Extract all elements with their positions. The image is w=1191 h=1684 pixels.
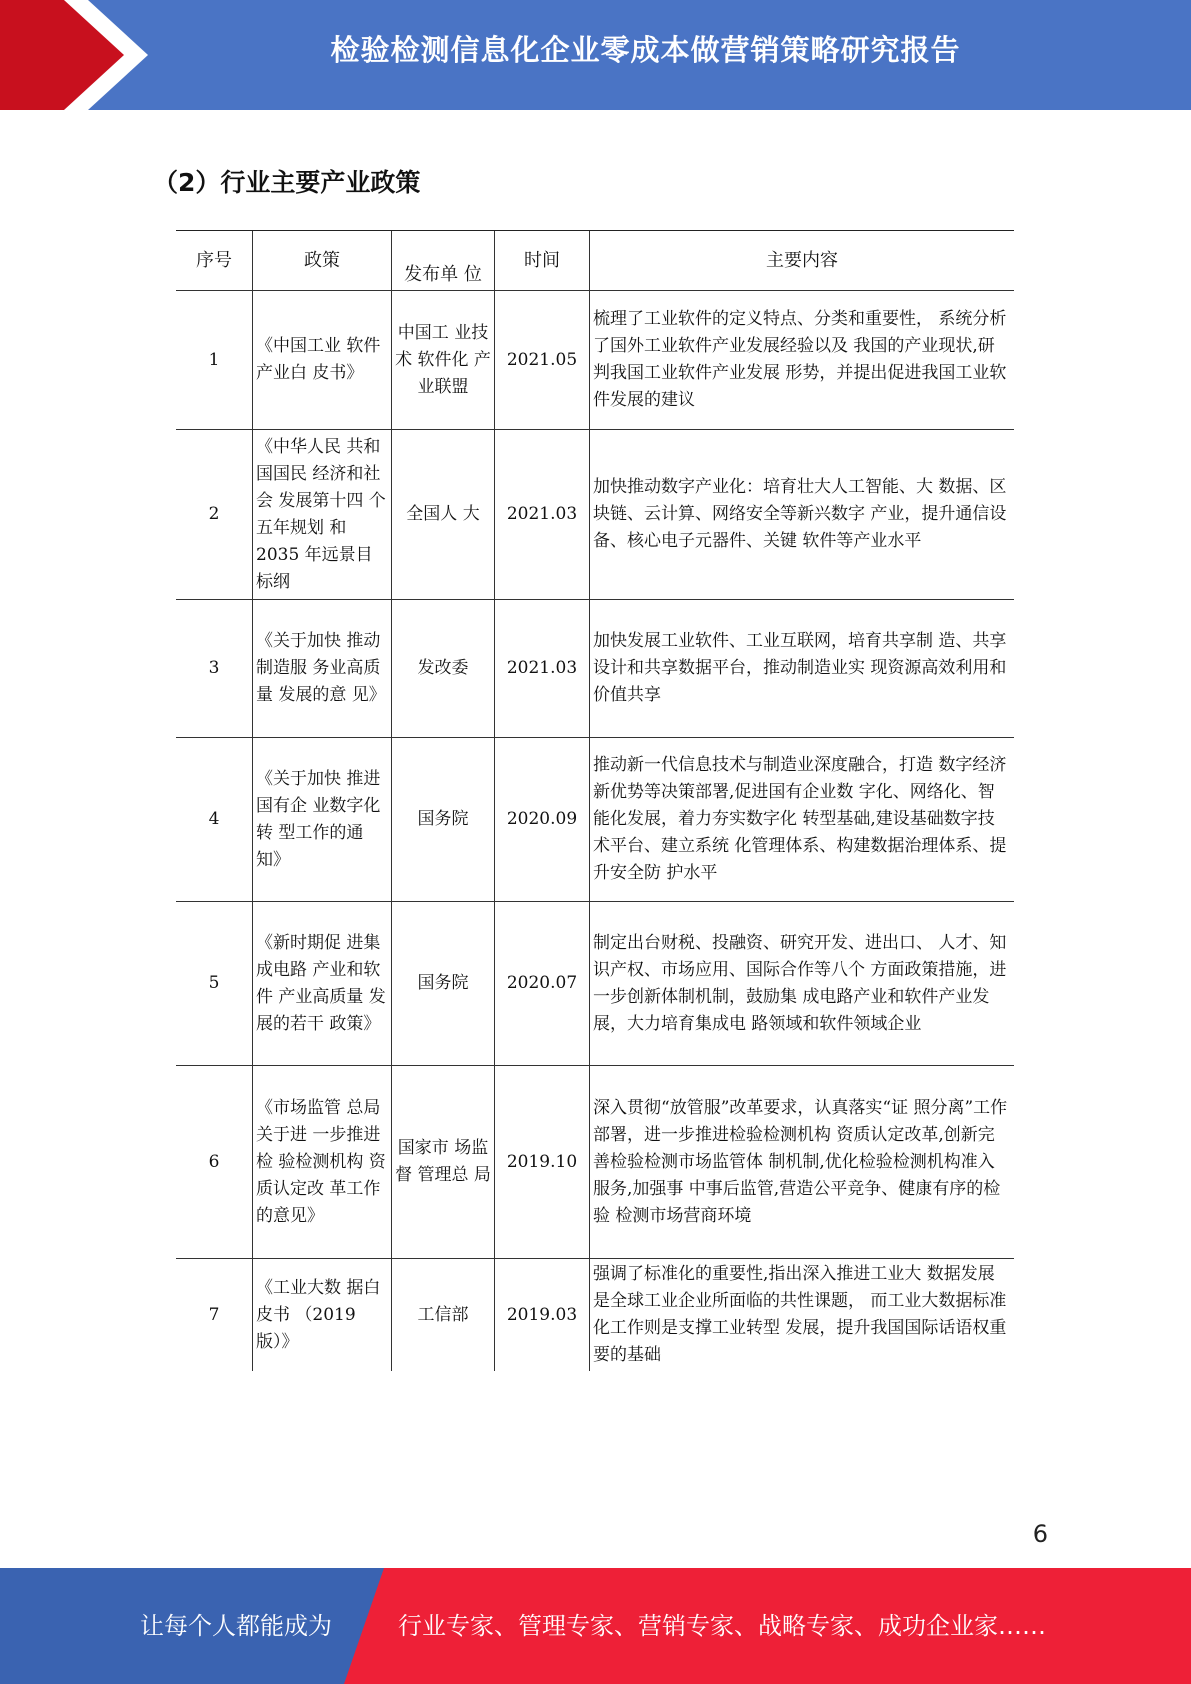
- policy-name: 《市场监管 总局关于进 一步推进检 验检测机构 资质认定改 革工作的意见》: [253, 1066, 392, 1259]
- column-header-time: 时间: [495, 231, 590, 291]
- issuer: 发改委: [392, 600, 495, 738]
- policy-name: 《中国工业 软件产业白 皮书》: [253, 291, 392, 430]
- policy-name: 《关于加快 推进国有企 业数字化转 型工作的通 知》: [253, 738, 392, 902]
- issuer: 国务院: [392, 738, 495, 902]
- table-row: [176, 430, 1014, 600]
- issuer: 中国工 业技术 软件化 产业联盟: [392, 291, 495, 430]
- issuer: 全国人 大: [392, 430, 495, 600]
- row-number: 3: [176, 600, 253, 738]
- main-content: 推动新一代信息技术与制造业深度融合，打造 数字经济新优势等决策部署,促进国有企业数 字化、网络化、智能化发展，着力夯实数字化 转型基础,建设基础数字技术平台、建立系统 化管理体系、构建数据治理体系、提升安全防 护水平: [590, 738, 1015, 902]
- column-header-issuer: 发布单 位: [392, 231, 495, 291]
- row-number: 5: [176, 902, 253, 1066]
- table-row: [176, 1066, 1014, 1259]
- policy-name: 《新时期促 进集成电路 产业和软件 产业高质量 发展的若干 政策》: [253, 902, 392, 1066]
- issue-date: 2019.03: [495, 1259, 590, 1372]
- policy-name: 《关于加快 推动制造服 务业高质量 发展的意 见》: [253, 600, 392, 738]
- table-row: [176, 902, 1014, 1066]
- table-row: [176, 291, 1014, 430]
- section-title: （2）行业主要产业政策: [153, 168, 421, 197]
- main-content: 加快发展工业软件、工业互联网，培育共享制 造、共享设计和共享数据平台，推动制造业实 现资源高效利用和价值共享: [590, 600, 1015, 738]
- issue-date: 2020.09: [495, 738, 590, 902]
- row-number: 1: [176, 291, 253, 430]
- page-number: 6: [1032, 1520, 1048, 1548]
- table-row: [176, 738, 1014, 902]
- main-content: 梳理了工业软件的定义特点、分类和重要性， 系统分析了国外工业软件产业发展经验以及 我国的产业现状,研判我国工业软件产业发展 形势，并提出促进我国工业软件发展的建议: [590, 291, 1015, 430]
- footer-slogan-right: 行业专家、管理专家、营销专家、战略专家、成功企业家……: [398, 1612, 1046, 1640]
- main-content: 强调了标准化的重要性,指出深入推进工业大 数据发展是全球工业企业所面临的共性课题， 而工业大数据标准化工作则是支撑工业转型 发展，提升我国国际话语权重要的基础: [590, 1259, 1015, 1372]
- issuer: 国家市 场监督 管理总 局: [392, 1066, 495, 1259]
- row-number: 6: [176, 1066, 253, 1259]
- main-content: 加快推动数字产业化：培育壮大人工智能、大 数据、区块链、云计算、网络安全等新兴数字 产业，提升通信设备、核心电子元器件、关键 软件等产业水平: [590, 430, 1015, 600]
- page-header: [0, 0, 1191, 110]
- issue-date: 2021.05: [495, 291, 590, 430]
- report-title: 检验检测信息化企业零成本做营销策略研究报告: [330, 33, 961, 67]
- issue-date: 2020.07: [495, 902, 590, 1066]
- policy-name: 《工业大数 据白皮书 （2019 版）》: [253, 1259, 392, 1372]
- row-number: 4: [176, 738, 253, 902]
- column-header-content: 主要内容: [590, 231, 1015, 291]
- issuer: 工信部: [392, 1259, 495, 1372]
- table-row: [176, 600, 1014, 738]
- issuer: 国务院: [392, 902, 495, 1066]
- main-content: 制定出台财税、投融资、研究开发、进出口、 人才、知识产权、市场应用、国际合作等八个 方面政策措施，进一步创新体制机制，鼓励集 成电路产业和软件产业发展，大力培育集成电 路领域和软件领域企业: [590, 902, 1015, 1066]
- issue-date: 2021.03: [495, 600, 590, 738]
- row-number: 2: [176, 430, 253, 600]
- issue-date: 2021.03: [495, 430, 590, 600]
- policy-table: [176, 230, 1014, 1371]
- column-header-policy: 政策: [253, 231, 392, 291]
- main-content: 深入贯彻“放管服”改革要求，认真落实“证 照分离”工作部署，进一步推进检验检测机构 资质认定改革,创新完善检验检测市场监管体 制机制,优化检验检测机构准入服务,加强事 中事后监管,营造公平竞争、健康有序的检验 检测市场营商环境: [590, 1066, 1015, 1259]
- table-header-row: [176, 231, 1014, 291]
- page-footer: [0, 1568, 1191, 1684]
- policy-name: 《中华人民 共和国国民 经济和社会 发展第十四 个五年规划 和 2035 年远景目标纲: [253, 430, 392, 600]
- row-number: 7: [208, 1304, 220, 1325]
- column-header-no: 序号: [176, 231, 253, 291]
- table-row: [176, 1259, 1014, 1372]
- footer-slogan-left: 让每个人都能成为: [140, 1612, 332, 1640]
- issue-date: 2019.10: [495, 1066, 590, 1259]
